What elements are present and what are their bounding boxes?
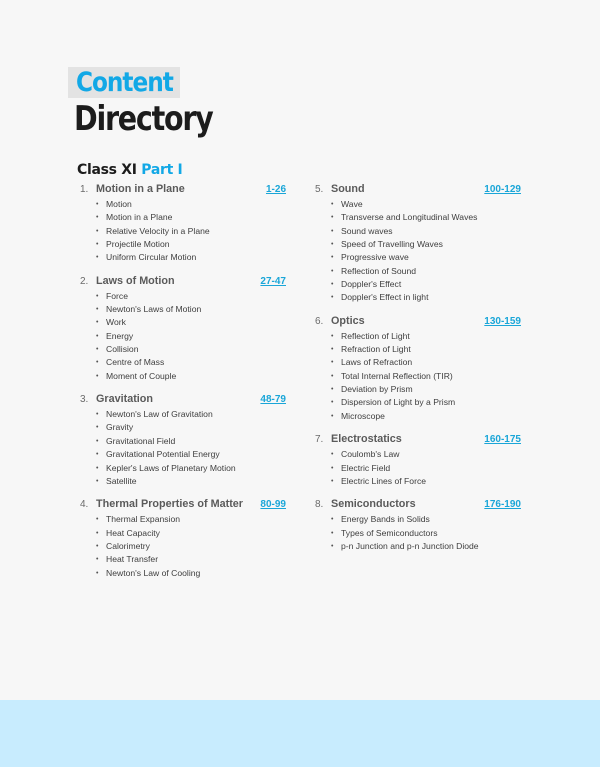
chapter-4 [80,498,286,580]
topic-item: • Newton's Laws of Motion [96,303,286,316]
topic-item: • p-n Junction and p-n Junction Diode [331,540,521,553]
page-range-link[interactable]: 48-79 [260,394,286,406]
topic-item: • Microscope [331,410,521,423]
page-header [68,67,239,139]
chapter-heading [315,498,521,513]
topic-item: • Laws of Refraction [331,356,521,369]
topic-item: • Total Internal Reflection (TIR) [331,370,521,383]
topic-item: • Calorimetry [96,540,286,553]
chapter-heading [315,433,521,448]
topic-item: • Gravitational Field [96,435,286,448]
topic-item: • Heat Transfer [96,553,286,566]
topic-item: • Relative Velocity in a Plane [96,225,286,238]
topic-list [315,513,521,553]
chapter-heading [315,315,521,330]
chapter-title: Motion in a Plane [96,183,185,195]
topic-item: • Reflection of Sound [331,265,521,278]
chapter-title: Semiconductors [331,498,416,511]
topic-item: • Thermal Expansion [96,513,286,526]
chapter-title: Sound [331,183,365,195]
chapter-title: Electrostatics [331,433,402,446]
topic-item: • Gravitational Potential Energy [96,448,286,461]
topic-item: • Wave [331,198,521,211]
topic-item: • Gravity [96,421,286,434]
topic-item: • Reflection of Light [331,330,521,343]
topic-list [80,513,286,580]
part-label: Part I [141,162,183,178]
chapter-heading [80,275,286,290]
topic-item: • Centre of Mass [96,356,286,369]
chapter-title: Laws of Motion [96,274,175,287]
page-range-link[interactable]: 1-26 [265,184,286,195]
topic-list [80,408,286,488]
topic-item: • Transverse and Longitudinal Waves [331,211,521,224]
page-range-link[interactable]: 100-129 [484,184,521,195]
topic-item: • Uniform Circular Motion [96,251,286,264]
topic-item: • Deviation by Prism [331,383,521,396]
topic-list [80,198,286,265]
topic-list [315,198,521,305]
chapter-number: 6. [315,315,324,327]
chapter-number: 5. [315,184,324,195]
page-title-line2: Directory [74,99,213,139]
topic-item: • Sound waves [331,225,521,238]
topic-item: • Newton's Law of Cooling [96,567,286,580]
topic-item: • Energy Bands in Solids [331,513,521,526]
topic-item: • Force [96,290,286,303]
topic-item: • Doppler's Effect in light [331,291,521,304]
topic-item: • Work [96,316,286,329]
topic-item: • Moment of Couple [96,370,286,383]
topic-item: • Kepler's Laws of Planetary Motion [96,462,286,475]
chapter-8 [315,498,521,553]
chapter-title: Optics [331,314,365,327]
chapter-6 [315,315,521,423]
topic-item: • Collision [96,343,286,356]
chapter-2 [80,275,286,383]
chapter-number: 2. [80,275,89,287]
page-range-link[interactable]: 27-47 [260,275,286,287]
title-highlight-box [68,67,180,98]
topic-list [315,330,521,423]
topic-item: • Newton's Law of Gravitation [96,408,286,421]
topic-item: • Refraction of Light [331,343,521,356]
topic-item: • Energy [96,330,286,343]
topic-item: • Progressive wave [331,251,521,264]
chapter-title: Thermal Properties of Matter [96,498,243,511]
topic-item: • Electric Field [331,462,521,475]
page-range-link[interactable]: 176-190 [484,499,521,511]
chapter-number: 1. [80,184,89,195]
topic-item: • Doppler's Effect [331,278,521,291]
topic-item: • Dispersion of Light by a Prism [331,396,521,409]
chapter-number: 7. [315,434,324,446]
chapter-title: Gravitation [96,393,153,406]
chapter-heading [80,498,286,513]
page-title-line1: Content [76,67,173,98]
topic-item: • Heat Capacity [96,527,286,540]
topic-item: • Projectile Motion [96,238,286,251]
chapter-5 [315,183,521,305]
topic-item: • Electric Lines of Force [331,475,521,488]
chapter-3 [80,393,286,488]
class-label: Class XI [77,162,137,178]
page-range-link[interactable]: 160-175 [484,434,521,446]
chapter-heading [80,183,286,198]
topic-item: • Speed of Travelling Waves [331,238,521,251]
topic-item: • Motion [96,198,286,211]
toc-column-right [315,183,521,563]
chapter-number: 4. [80,499,89,511]
chapter-heading [315,183,521,198]
class-heading [77,162,182,178]
topic-item: • Coulomb's Law [331,448,521,461]
topic-list [315,448,521,488]
bottom-band [0,700,600,767]
topic-list [80,290,286,383]
page-range-link[interactable]: 130-159 [484,315,521,327]
topic-item: • Types of Semiconductors [331,527,521,540]
topic-item: • Satellite [96,475,286,488]
chapter-1 [80,183,286,265]
toc-column-left [80,183,286,590]
chapter-number: 3. [80,394,89,406]
page-range-link[interactable]: 80-99 [260,499,286,511]
chapter-number: 8. [315,499,324,511]
chapter-7 [315,433,521,488]
chapter-heading [80,393,286,408]
topic-item: • Motion in a Plane [96,211,286,224]
